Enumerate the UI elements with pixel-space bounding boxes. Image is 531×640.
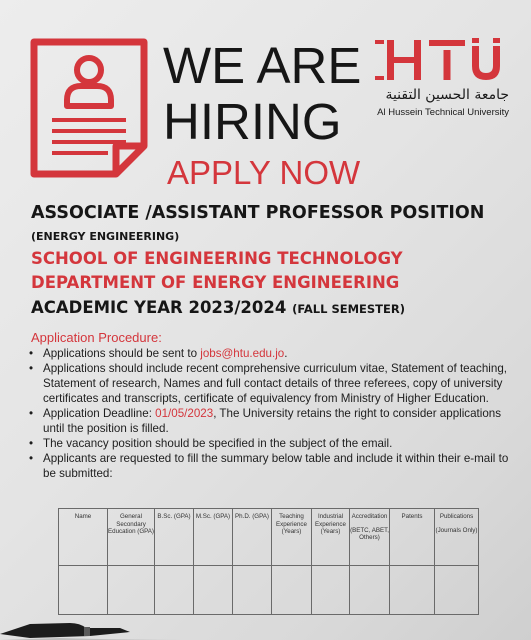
deadline-date: 01/05/2023: [155, 407, 214, 420]
applicant-summary-table: [58, 508, 479, 615]
cell-industrial-experience: [312, 566, 350, 615]
cell-bsc: [155, 566, 194, 615]
header-bsc: B.Sc. (GPA): [155, 509, 194, 566]
position-subtitle: (ENERGY ENGINEERING): [31, 230, 180, 243]
table-header-row: [59, 509, 479, 566]
accreditation-note: (BETC, ABET, Others): [350, 526, 389, 541]
procedure-heading: Application Procedure:: [31, 330, 162, 345]
header-industrial-experience: Industrial Experience (Years): [312, 509, 350, 566]
headline-we-are: WE ARE: [163, 37, 362, 94]
position-title: ASSOCIATE /ASSISTANT PROFESSOR POSITION: [31, 203, 485, 223]
procedure-item-summary: • Applicants are requested to fill the summary below table and include it within their e-mail to be submitted:: [22, 451, 517, 481]
cell-secondary-education: [108, 566, 155, 615]
procedure-list: [22, 346, 517, 481]
cell-patents: [390, 566, 435, 615]
academic-year: [31, 298, 405, 317]
cell-msc: [194, 566, 233, 615]
header-secondary-education: General Secondary Education (GPA): [108, 509, 155, 566]
cell-accreditation: [350, 566, 390, 615]
procedure-item-send: • Applications should be sent to jobs@htu.edu.jo.: [22, 346, 517, 361]
header-publications: Publications (Journals Only): [435, 509, 479, 566]
header-msc: M.Sc. (GPA): [194, 509, 233, 566]
semester-note: (FALL SEMESTER): [292, 302, 405, 316]
cell-publications: [435, 566, 479, 615]
procedure-item-documents: • Applications should include recent comprehensive curriculum vitae, Statement of teaching, Statement of research, Names and full contact details of three referees, copy of university certificates and transcripts, certificate of equivalency from Ministry of Higher Education.: [22, 361, 517, 406]
school-name: SCHOOL OF ENGINEERING TECHNOLOGY: [31, 249, 403, 268]
headline-hiring: HIRING: [163, 93, 342, 150]
table-row: [59, 566, 479, 615]
header-teaching-experience: Teaching Experience (Years): [272, 509, 312, 566]
logo-english-name: Al Hussein Technical University: [377, 107, 509, 118]
pen-icon: [0, 620, 531, 640]
procedure-item-subject: • The vacancy position should be specified in the subject of the email.: [22, 436, 517, 451]
contact-email-link[interactable]: jobs@htu.edu.jo: [200, 347, 285, 360]
apply-now-text: APPLY NOW: [167, 154, 361, 191]
department-name: DEPARTMENT OF ENERGY ENGINEERING: [31, 273, 400, 292]
publications-note: (Journals Only): [435, 526, 478, 534]
cell-teaching-experience: [272, 566, 312, 615]
header-accreditation: Accreditation (BETC, ABET, Others): [350, 509, 390, 566]
cell-name: [59, 566, 108, 615]
header-name: Name: [59, 509, 108, 566]
header-patents: Patents: [390, 509, 435, 566]
logo-arabic-name: جامعة الحسين التقنية: [385, 87, 509, 103]
header-phd: Ph.D. (GPA): [233, 509, 272, 566]
resume-profile-icon: [30, 38, 148, 178]
procedure-item-deadline: • Application Deadline: 01/05/2023, The University retains the right to consider applications until the position is filled.: [22, 406, 517, 436]
academic-year-value: ACADEMIC YEAR 2023/2024: [31, 298, 287, 317]
cell-phd: [233, 566, 272, 615]
